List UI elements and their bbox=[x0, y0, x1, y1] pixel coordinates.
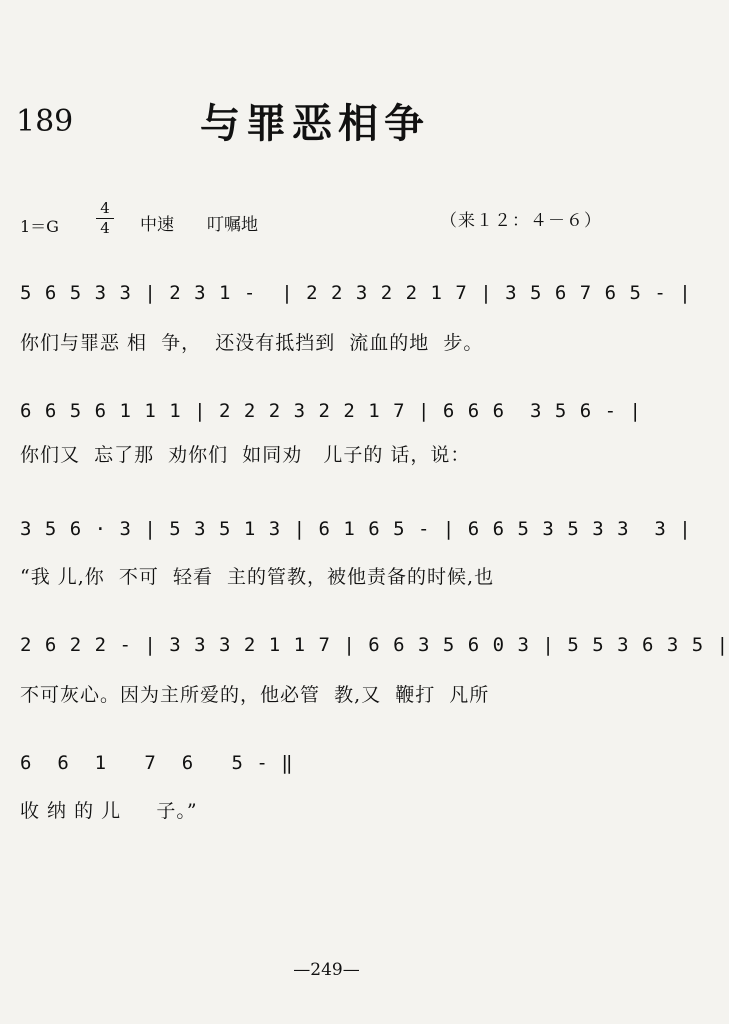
hymn-title: 与罪恶相争 bbox=[200, 100, 430, 147]
page-number: —249— bbox=[293, 960, 360, 980]
lyrics-line: 不可灰心。因为主所爱的，他必管 教,又 鞭打 凡所 bbox=[20, 684, 490, 706]
lyrics-line: 你们又 忘了那 劝你们 如同劝 儿子的 话，说： bbox=[20, 444, 471, 466]
notation-line: 3 5 6 · 3 | 5 3 5 1 3 | 6 1 6 5 - | 6 6 5 3 5 3 3 3 | bbox=[20, 518, 692, 540]
notation-line: 5 6 5 3 3 | 2 3 1 - | 2 2 3 2 2 1 7 | 3 5 6 7 6 5 - | bbox=[20, 282, 692, 304]
scripture-reference: （来１２：４－６） bbox=[440, 211, 602, 231]
time-signature bbox=[96, 200, 114, 237]
time-signature-top: 4 bbox=[100, 199, 110, 217]
notation-line: 2 6 2 2 - | 3 3 3 2 1 1 7 | 6 6 3 5 6 0 3 | 5 5 3 6 3 5 | bbox=[20, 634, 729, 656]
hymn-number: 189 bbox=[16, 104, 74, 139]
lyrics-line: “我 儿,你 不可 轻看 主的管教，被他责备的时候,也 bbox=[20, 566, 495, 588]
tempo-marking: 中速 bbox=[140, 215, 174, 235]
expression-marking: 叮嘱地 bbox=[207, 215, 258, 235]
key-signature: 1＝G bbox=[20, 217, 59, 236]
notation-line: 6 6 5 6 1 1 1 | 2 2 2 3 2 2 1 7 | 6 6 6 3 5 6 - | bbox=[20, 400, 642, 422]
notation-line: 6 6 1 7 6 5 - ‖ bbox=[20, 752, 294, 774]
lyrics-line: 你们与罪恶 相 争， 还没有抵挡到 流血的地 步。 bbox=[20, 332, 484, 354]
lyrics-line: 收 纳 的 儿 子。” bbox=[20, 800, 198, 822]
time-signature-bottom: 4 bbox=[100, 219, 110, 237]
